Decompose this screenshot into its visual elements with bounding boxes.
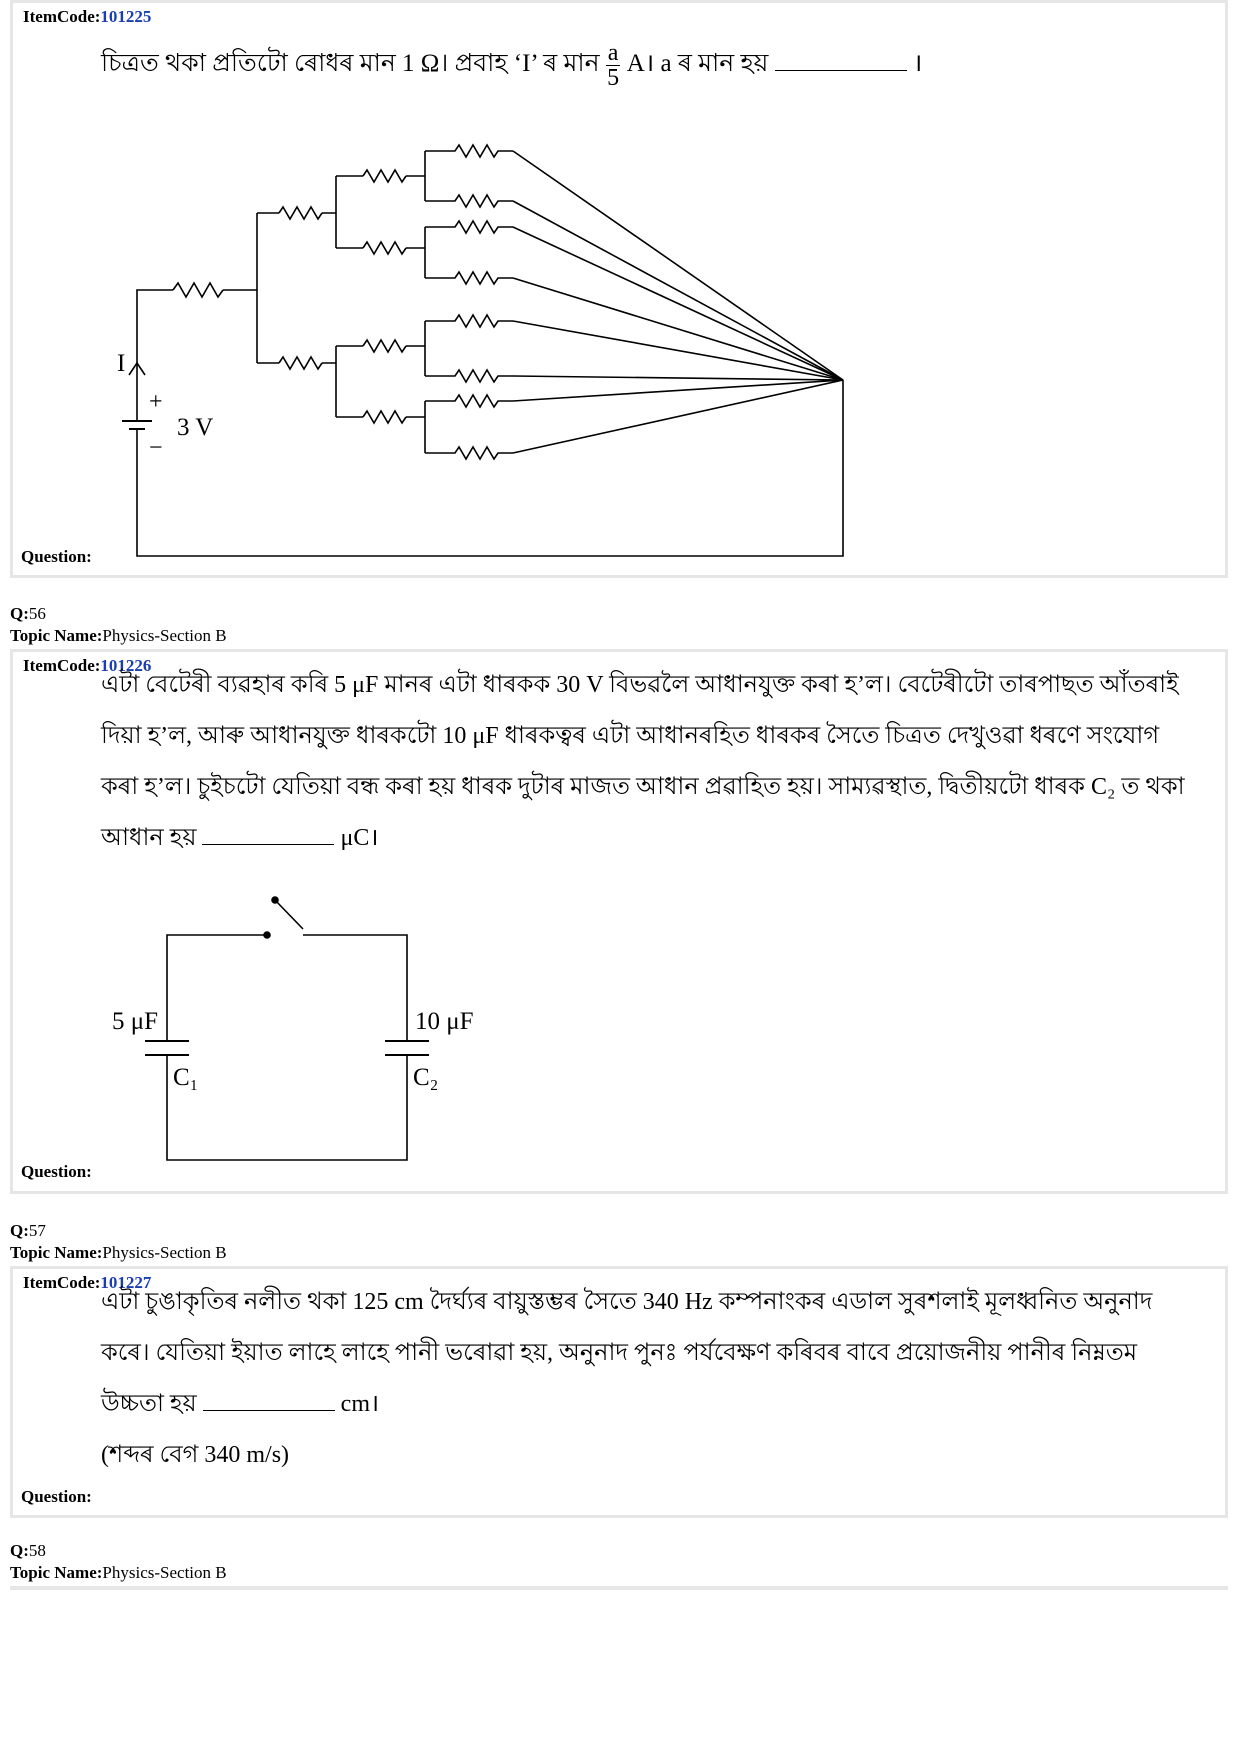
voltage-label: 3 V xyxy=(177,414,214,441)
question-number: 58 xyxy=(28,1541,46,1560)
answer-blank xyxy=(202,822,334,845)
resistor-r3 xyxy=(363,170,406,182)
plus-sign: + xyxy=(149,389,163,415)
resistor-r4 xyxy=(363,242,406,254)
answer-blank xyxy=(203,1388,335,1411)
topic-name: Physics-Section B xyxy=(102,626,227,645)
question-label: Question: xyxy=(21,1162,92,1181)
question-text: এটা চুঙাকৃতিৰ নলীত থকা 125 cm দৈৰ্ঘ্যৰ বায়ুস্তম্ভৰ সৈতে 340 Hz কম্পনাংকৰ এডাল সুৰশলাই মূলধ্বনিত অনুনাদ কৰে। যেতিয়া ইয়াত লাহে লাহে পানী ভৰোৱা হয়, অনুনাদ পুনঃ পৰ্যবেক্ষণ কৰিবৰ বাবে প্ৰয়োজনীয় পানীৰ নিম্নতম উচ্চতা হয় cm। (শব্দৰ বেগ 340 m/s) xyxy=(101,1289,1153,1468)
item-code-value: 101226 xyxy=(100,656,152,675)
topic-name: Physics-Section B xyxy=(102,1563,227,1582)
question-number: 56 xyxy=(28,604,46,623)
item-code: ItemCode:101227 xyxy=(23,1273,152,1292)
question-panel-101225 xyxy=(10,0,1228,578)
question-meta-57: Q:57 Topic Name:Physics-Section B xyxy=(10,1221,227,1262)
question-label: Question: xyxy=(21,547,92,566)
question-number: 57 xyxy=(28,1221,46,1240)
question-meta-56: Q:56 Topic Name:Physics-Section B xyxy=(10,604,227,645)
question-panel-101227 xyxy=(10,1266,1228,1518)
c2-name: C₂ xyxy=(413,1064,439,1091)
converging-wires xyxy=(513,151,843,453)
resistor-r5 xyxy=(279,357,322,369)
resistor-r7 xyxy=(363,411,406,423)
item-code-value: 101225 xyxy=(100,7,152,26)
final-resistors xyxy=(425,145,513,459)
c2-value: 10 μF xyxy=(415,1008,474,1035)
c1-name: C₁ xyxy=(173,1064,199,1091)
question-text: এটা বেটেৰী ব্যৱহাৰ কৰি 5 μF মানৰ এটা ধাৰকক 30 V বিভৱলৈ আধানযুক্ত কৰা হ’ল। বেটেৰীটো তাৰপাছত আঁতৰাই দিয়া হ’ল, আৰু আধানযুক্ত ধাৰকটো 10 μF ধাৰকত্বৰ এটা আধানৰহিত ধাৰকৰ সৈতে চিত্ৰত দেখুওৱা ধৰণে সংযোগ কৰা হ’ল। চুইচটো যেতিয়া বন্ধ কৰা হয় ধাৰক দুটাৰ মাজত আধান প্ৰৱাহিত হয়। সাম্যৱস্থাত, দ্বিতীয়টো ধাৰক C₂ ত থকা আধান হয় μC। xyxy=(101,672,1185,851)
fraction: $\frac{a}{5}$ xyxy=(607,40,620,91)
question-panel-101226 xyxy=(10,649,1228,1194)
resistor-r1 xyxy=(173,283,223,297)
topic-name: Physics-Section B xyxy=(102,1243,227,1262)
current-label: I xyxy=(117,350,126,377)
resistor-network-figure xyxy=(13,3,1231,578)
question-meta-58: Q:58 Topic Name:Physics-Section B xyxy=(10,1541,227,1582)
capacitor-circuit-figure xyxy=(13,892,613,1192)
resistor-r6 xyxy=(363,340,406,352)
item-code: ItemCode:101225 xyxy=(23,7,152,26)
switch xyxy=(275,900,303,929)
question-text: চিত্ৰত থকা প্ৰতিটো ৰোধৰ মান 1 Ω। প্ৰবাহ ‘I’ ৰ মান $\frac{a}{5}$ A। a ৰ মান হয় । xyxy=(101,40,923,91)
c1-value: 5 μF xyxy=(112,1008,159,1035)
question-label: Question: xyxy=(21,1487,92,1506)
resistor-r2 xyxy=(279,207,322,219)
item-code: ItemCode:101226 xyxy=(23,656,152,675)
minus-sign: − xyxy=(149,435,163,461)
panel-top-border xyxy=(10,1586,1228,1590)
item-code-value: 101227 xyxy=(100,1273,152,1292)
